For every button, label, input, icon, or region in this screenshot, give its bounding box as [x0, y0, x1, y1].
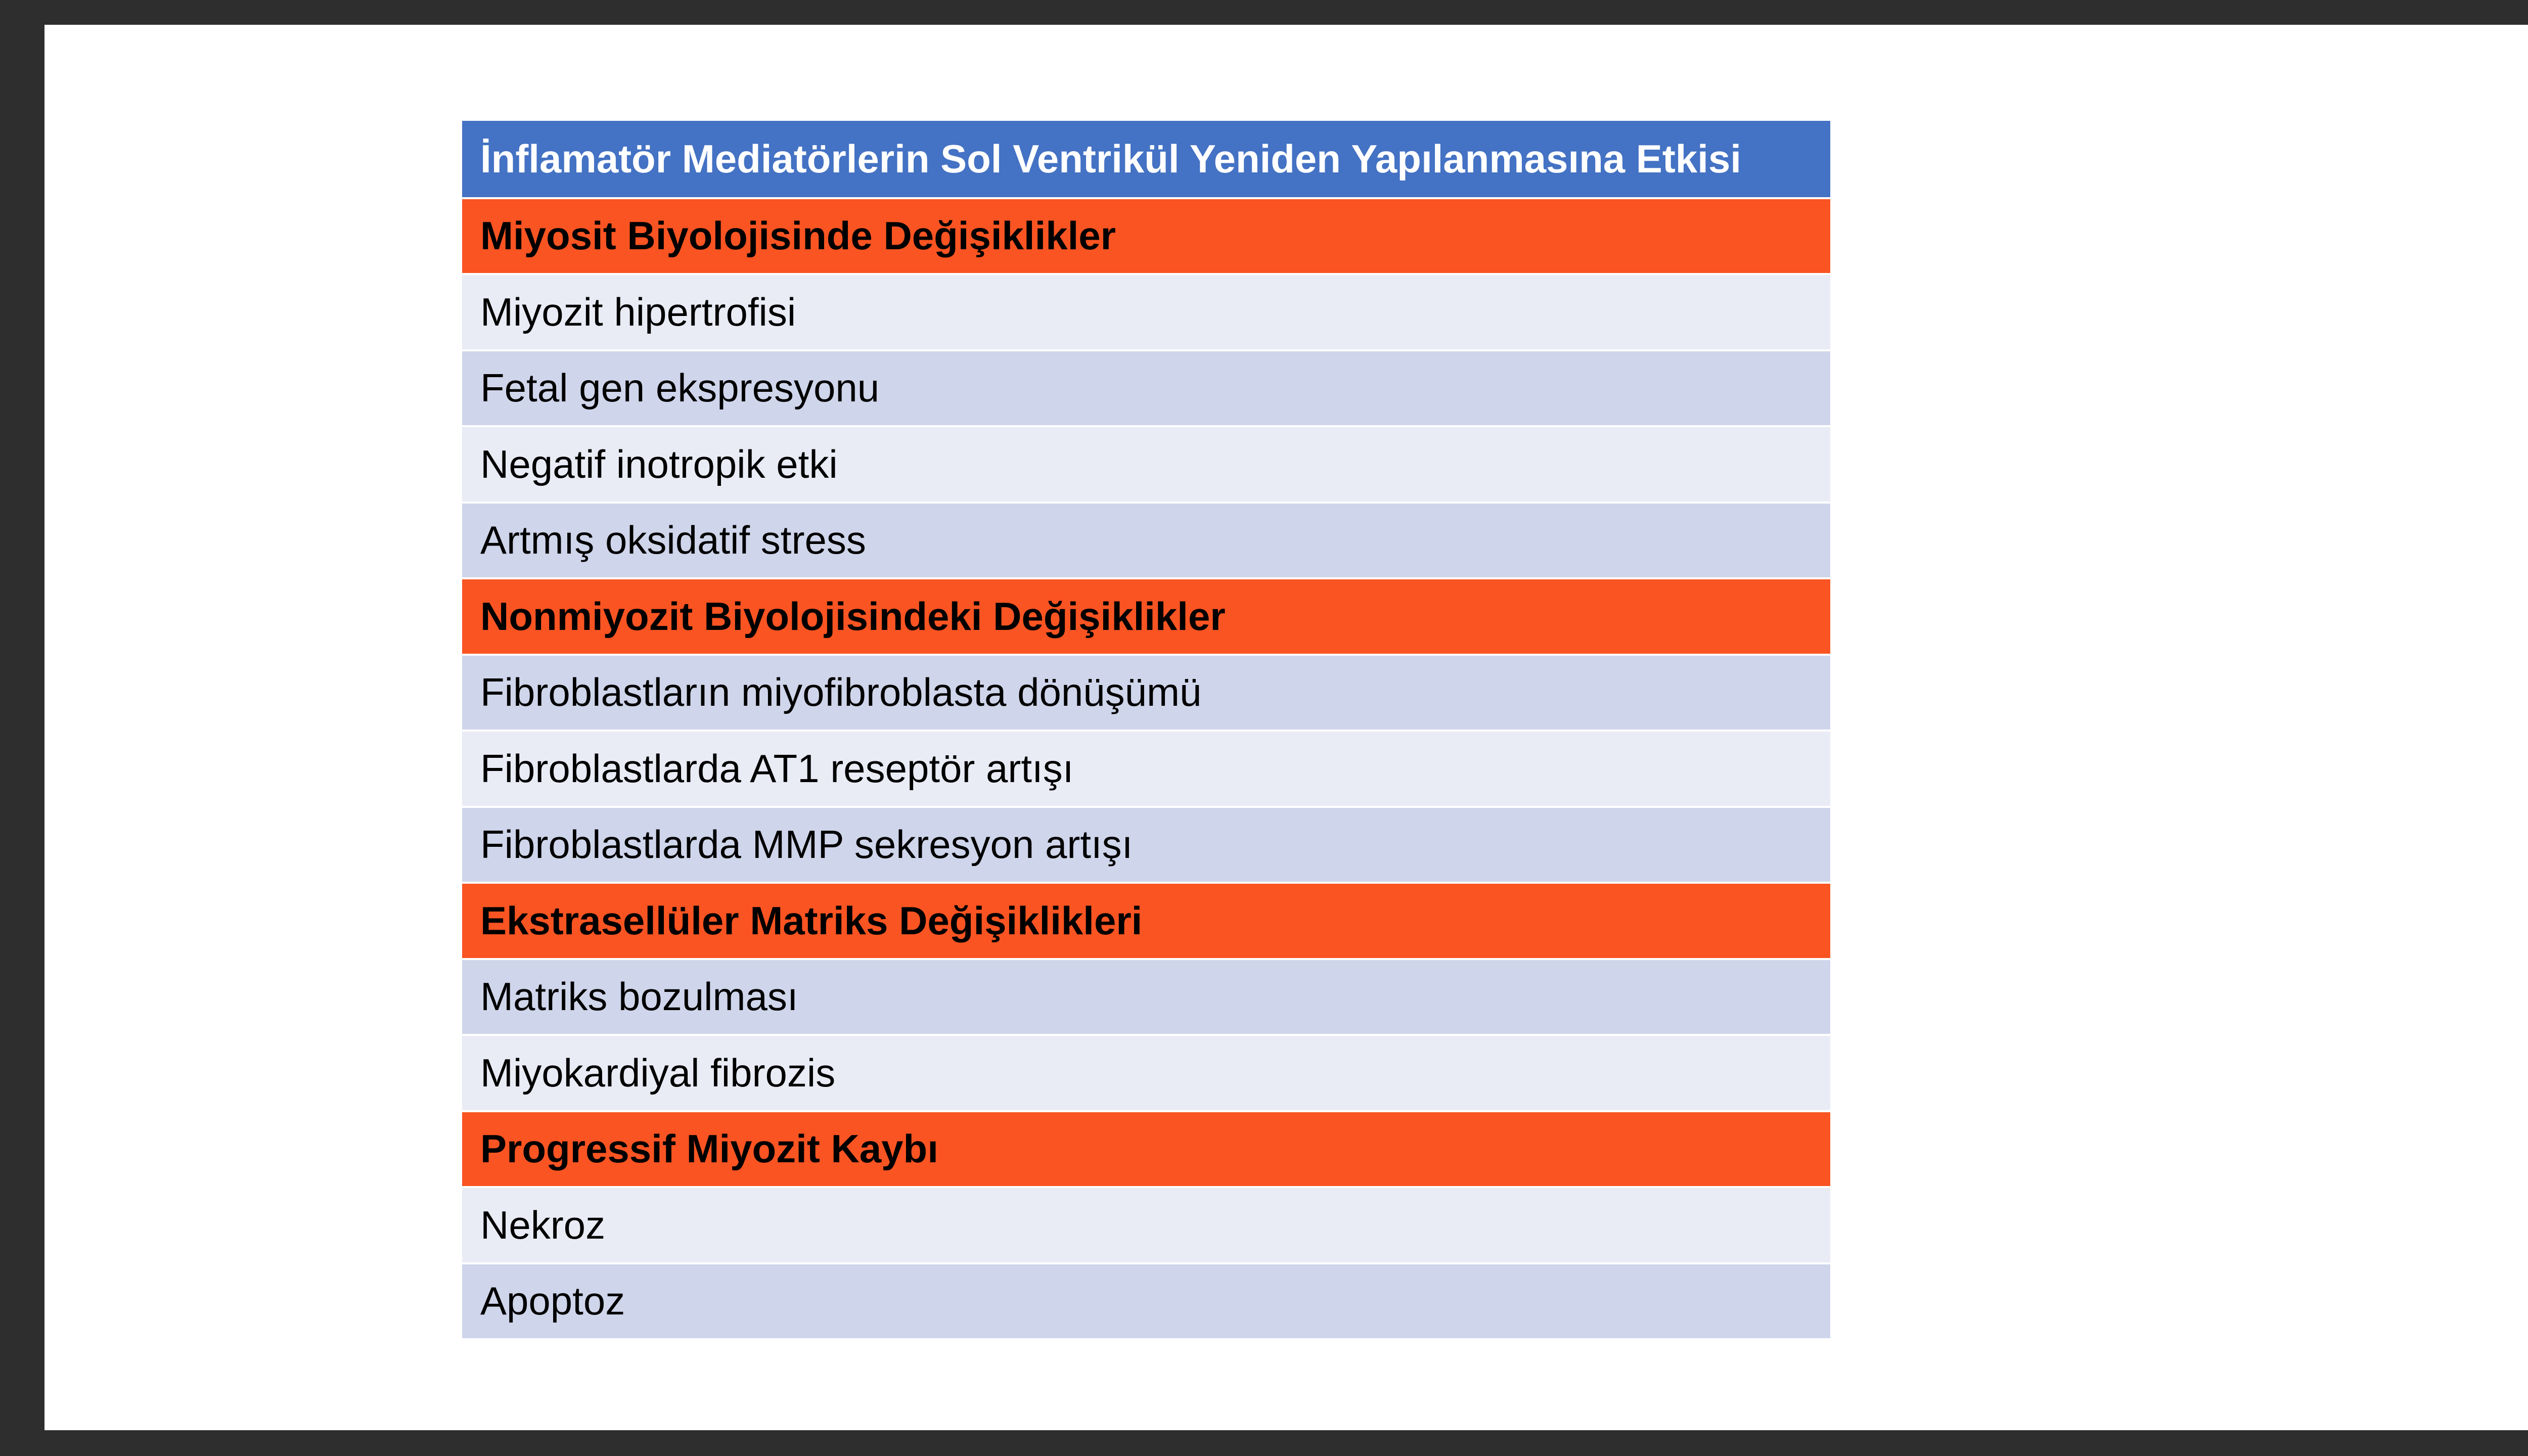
- table-row: Fibroblastlarda MMP sekresyon artışı: [462, 806, 1830, 882]
- table-row: Miyokardiyal fibrozis: [462, 1034, 1830, 1110]
- table-title: İnflamatör Mediatörlerin Sol Ventrikül Yeniden Yapılanmasına Etkisi: [462, 121, 1830, 197]
- section-header-myocyte: Miyosit Biyolojisinde Değişiklikler: [462, 197, 1830, 274]
- slide: [44, 25, 2528, 1430]
- mediator-table: [462, 121, 1830, 1338]
- table-row: Fibroblastlarda AT1 reseptör artışı: [462, 730, 1830, 806]
- table-row: Artmış oksidatif stress: [462, 502, 1830, 578]
- section-header-myocyte-loss: Progressif Miyozit Kaybı: [462, 1110, 1830, 1187]
- table-row: Fibroblastların miyofibroblasta dönüşümü: [462, 654, 1830, 730]
- section-header-nonmyocyte: Nonmiyozit Biyolojisindeki Değişiklikler: [462, 577, 1830, 654]
- section-header-extracellular-matrix: Ekstrasellüler Matriks Değişiklikleri: [462, 882, 1830, 958]
- table-row: Miyozit hipertrofisi: [462, 273, 1830, 349]
- table-row: Apoptoz: [462, 1262, 1830, 1339]
- table-row: Negatif inotropik etki: [462, 425, 1830, 502]
- table-row: Fetal gen ekspresyonu: [462, 349, 1830, 426]
- table-row: Matriks bozulması: [462, 958, 1830, 1034]
- table-row: Nekroz: [462, 1186, 1830, 1262]
